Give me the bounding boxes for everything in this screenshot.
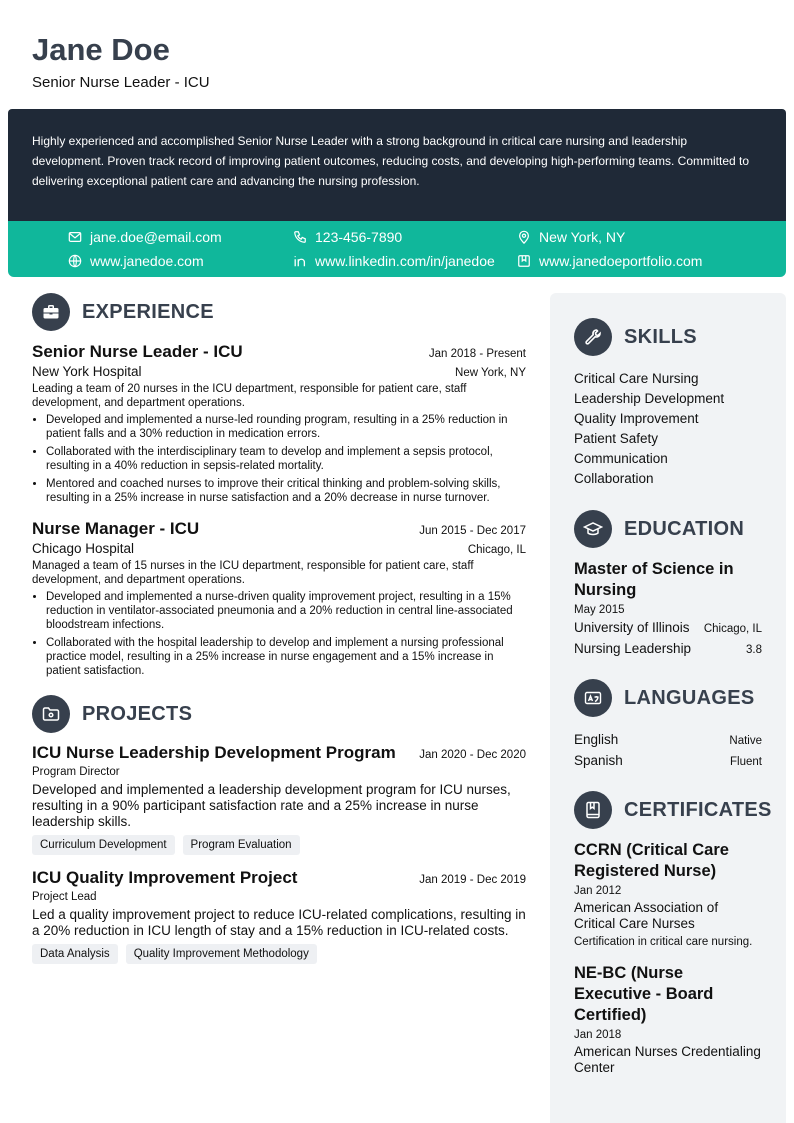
certificates-header [574,790,772,830]
projects-header [32,694,526,734]
language-name: English [574,732,619,747]
certificate-entry [574,840,762,949]
email-text: jane.doe@email.com [90,229,222,245]
portfolio-icon [517,254,531,268]
project-role: Project Lead [32,891,97,903]
skill-item: Quality Improvement [574,411,699,426]
language-item [574,751,762,772]
contact-bar [8,221,786,277]
job-description: Leading a team of 20 nurses in the ICU department, responsible for patient care, staff development, and department operations. [32,383,467,409]
language-name: Spanish [574,753,623,768]
graduation-cap-icon [574,510,612,548]
contact-portfolio[interactable] [517,251,702,271]
summary-box [8,109,786,221]
education-title: EDUCATION [624,517,745,540]
skills-header [574,317,762,357]
language-item [574,730,762,751]
project-tags [32,944,526,964]
job-bullets [32,413,526,505]
language-level: Native [729,735,762,747]
candidate-title: Senior Nurse Leader - ICU [32,74,210,91]
certificate-description: Certification in critical care nursing. [574,936,753,948]
skill-item: Patient Safety [574,431,659,446]
project-dates: Jan 2020 - Dec 2020 [419,749,526,761]
wrench-icon [574,318,612,356]
folder-icon [32,695,70,733]
project-description: Led a quality improvement project to reduce ICU-related complications, resulting in a 20% reduction in ICU length of stay and a 15% reduction in ICU-related costs. [32,907,526,938]
project-entry [32,868,526,964]
job-entry [32,519,526,678]
location-text: New York, NY [539,229,626,245]
job-description: Managed a team of 15 nurses in the ICU department, responsible for patient care, staff development, and department operations. [32,560,474,586]
contact-linkedin[interactable] [293,251,495,271]
certificate-date: Jan 2018 [574,1029,622,1041]
project-tag: Program Evaluation [183,835,300,855]
job-title: Senior Nurse Leader - ICU [32,342,243,361]
project-entry [32,743,526,855]
job-location: Chicago, IL [467,544,526,556]
mail-icon [68,230,82,244]
certificate-book-icon [574,791,612,829]
job-bullet: • Collaborated with the hospital leadership to develop and implement a nursing professional practice model, resulting in a 25% increase in nurse engagement and a 15% increase in patient satisfaction. [46,636,526,678]
job-entry [32,342,526,505]
translate-icon [574,679,612,717]
job-bullet: • Developed and implemented a nurse-led rounding program, resulting in a 25% reduction in patient falls and a 30% reduction in medication errors. [46,413,526,441]
skills-list [574,369,762,489]
summary-text: Highly experienced and accomplished Senior Nurse Leader with a strong background in critical care nursing and leadership development. Proven track record of improving patient outcomes, reducing costs, and developing high-performing teams. Committed to delivering exceptional patient care and advancing the nursing profession. [32,134,750,188]
skill-item: Critical Care Nursing [574,371,699,386]
project-tag: Data Analysis [32,944,118,964]
project-title: ICU Nurse Leadership Development Program [32,743,396,762]
website-text: www.janedoe.com [90,253,204,269]
resume-header [32,30,210,91]
project-tags [32,835,526,855]
project-tag: Quality Improvement Methodology [126,944,317,964]
experience-header [32,292,526,332]
job-location: New York, NY [455,367,526,379]
job-bullet: • Mentored and coached nurses to improve their critical thinking and problem-solving skills, resulting in a 25% increase in nurse satisfaction and a 20% decrease in nurse turnover. [46,477,526,505]
education-header [574,509,762,549]
contact-website[interactable] [68,251,204,271]
languages-title: LANGUAGES [624,686,755,709]
phone-text: 123-456-7890 [315,229,403,245]
education-school: University of Illinois [574,620,690,635]
skills-title: SKILLS [624,325,697,348]
project-role: Program Director [32,766,120,778]
certificate-issuer: American Association of Critical Care Nurses [574,900,719,931]
contact-phone[interactable] [293,227,402,247]
projects-title: PROJECTS [82,702,193,725]
contact-location [517,227,625,247]
skill-item: Communication [574,451,668,466]
linkedin-icon [293,254,307,268]
certificate-title: NE-BC (Nurse Executive - Board Certified) [574,964,714,1024]
experience-title: EXPERIENCE [82,300,214,323]
languages-header [574,678,762,718]
certificate-title: CCRN (Critical Care Registered Nurse) [574,841,729,880]
job-dates: Jun 2015 - Dec 2017 [419,525,526,537]
project-title: ICU Quality Improvement Project [32,868,298,887]
main-column [32,292,526,964]
candidate-name: Jane Doe [32,32,170,67]
job-bullet: • Developed and implemented a nurse-driven quality improvement project, resulting in a 15% reduction in ventilator-associated pneumonia and a 20% reduction in central line-associated bloodstream infections. [46,590,526,632]
briefcase-icon [32,293,70,331]
education-degree: Master of Science in Nursing [574,560,734,599]
certificate-entry [574,963,762,1076]
globe-icon [68,254,82,268]
languages-list [574,730,762,772]
portfolio-text: www.janedoeportfolio.com [539,253,703,269]
project-dates: Jan 2019 - Dec 2019 [419,874,526,886]
skill-item: Collaboration [574,471,654,486]
certificates-title: CERTIFICATES [624,798,772,821]
education-entry [574,559,762,660]
linkedin-text: www.linkedin.com/in/janedoe [315,253,495,269]
skill-item: Leadership Development [574,391,725,406]
education-gpa: 3.8 [746,644,762,656]
certificate-date: Jan 2012 [574,885,622,897]
sidebar [550,293,786,1123]
education-field: Nursing Leadership [574,641,692,656]
certificate-issuer: American Nurses Credentialing Center [574,1044,761,1075]
job-company: Chicago Hospital [32,541,135,556]
project-tag: Curriculum Development [32,835,175,855]
project-description: Developed and implemented a leadership development program for ICU nurses, resulting in a 90% participant satisfaction rate and a 25% increase in nurse leadership skills. [32,782,511,829]
contact-email[interactable] [68,227,222,247]
phone-icon [293,230,307,244]
job-company: New York Hospital [32,364,142,379]
language-level: Fluent [730,756,762,768]
job-bullet: • Collaborated with the interdisciplinary team to develop and implement a sepsis protocol, resulting in a 40% reduction in sepsis-related mortality. [46,445,526,473]
education-date: May 2015 [574,604,625,616]
education-location: Chicago, IL [703,623,762,635]
location-pin-icon [517,230,531,244]
job-dates: Jan 2018 - Present [428,348,526,360]
job-title: Nurse Manager - ICU [32,519,200,538]
job-bullets [32,590,526,678]
